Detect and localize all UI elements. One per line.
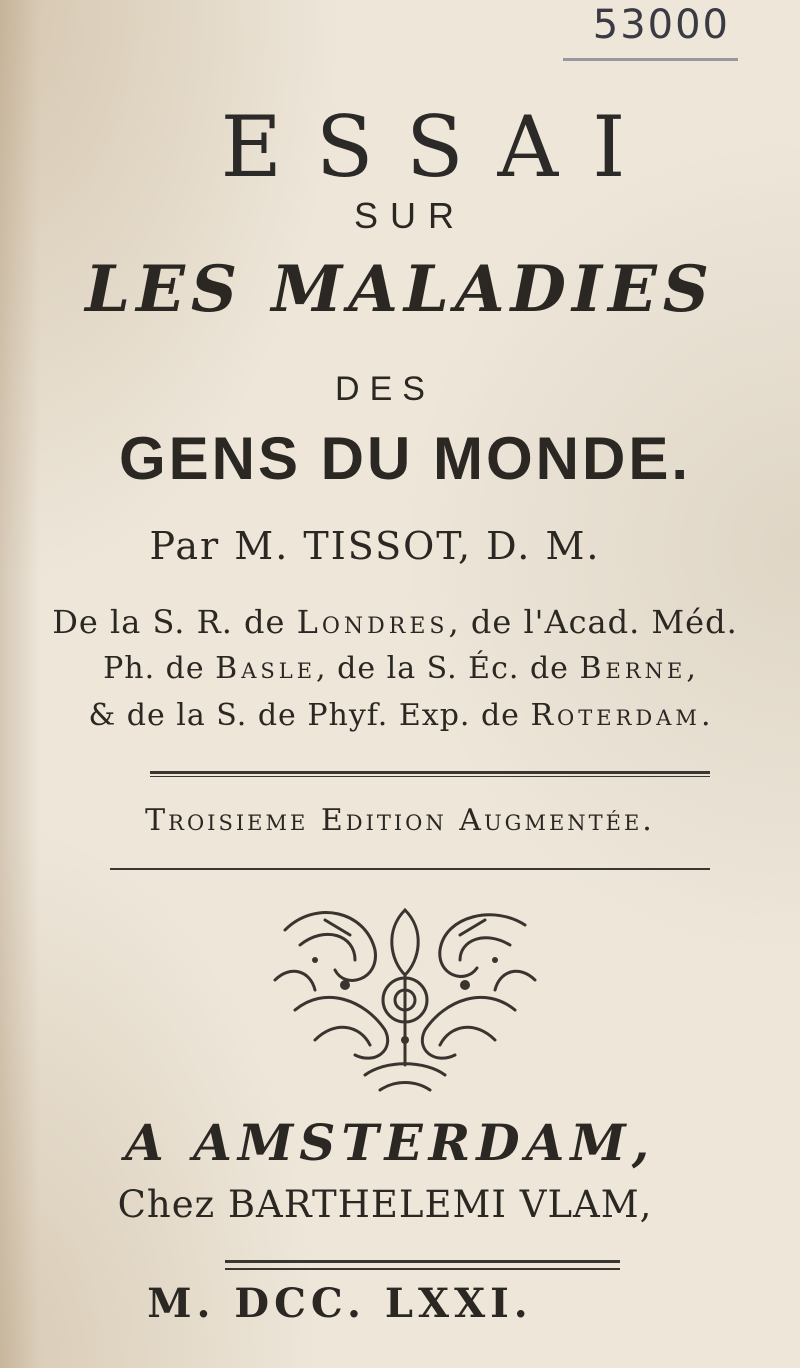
affiliation-city-london: Londres xyxy=(296,603,449,641)
affiliation-text: Ph. de xyxy=(103,651,216,686)
divider-rule xyxy=(110,868,710,870)
affiliation-text: , xyxy=(686,651,697,686)
affiliation-city-roterdam: Roterdam xyxy=(530,698,701,733)
affiliation-text: , de l'Acad. Méd. xyxy=(448,603,738,641)
affiliation-line-3 xyxy=(0,698,800,733)
affiliation-text: De la S. R. de xyxy=(52,603,297,641)
affiliation-text: . xyxy=(700,698,712,733)
affiliation-text: & de la S. de Phyf. Exp. de xyxy=(88,698,531,733)
title-gens-du-monde: GENS DU MONDE. xyxy=(118,425,692,492)
imprint-publisher: Chez BARTHELEMI VLAM, xyxy=(117,1183,653,1226)
imprint-rule-thin xyxy=(225,1268,620,1270)
author-line: Par M. TISSOT, D. M. xyxy=(149,524,601,568)
divider-rule-thin xyxy=(150,776,710,777)
shelfmark: 53000 xyxy=(592,2,730,48)
floral-ornament-icon xyxy=(255,890,555,1100)
shelfmark-underline xyxy=(563,58,738,61)
imprint-date: M. DCC. LXXI. xyxy=(147,1280,533,1327)
affiliation-text: , de la S. Éc. de xyxy=(316,651,580,686)
title-sur: SUR xyxy=(353,195,466,236)
title-maladies: LES MALADIES xyxy=(85,252,715,327)
edition-statement: Troisieme Edition Augmentée. xyxy=(145,803,655,838)
divider-rule-thick xyxy=(150,771,710,774)
imprint-rule-thick xyxy=(225,1260,620,1263)
affiliation-line-2 xyxy=(0,651,800,686)
affiliation-city-berne: Berne xyxy=(579,651,687,686)
title-des: DES xyxy=(335,370,435,408)
affiliation-city-basle: Basle xyxy=(215,651,317,686)
imprint-city: A AMSTERDAM, xyxy=(124,1113,656,1172)
title-essai: ESSAI xyxy=(220,98,660,196)
affiliation-line-1 xyxy=(0,603,795,641)
